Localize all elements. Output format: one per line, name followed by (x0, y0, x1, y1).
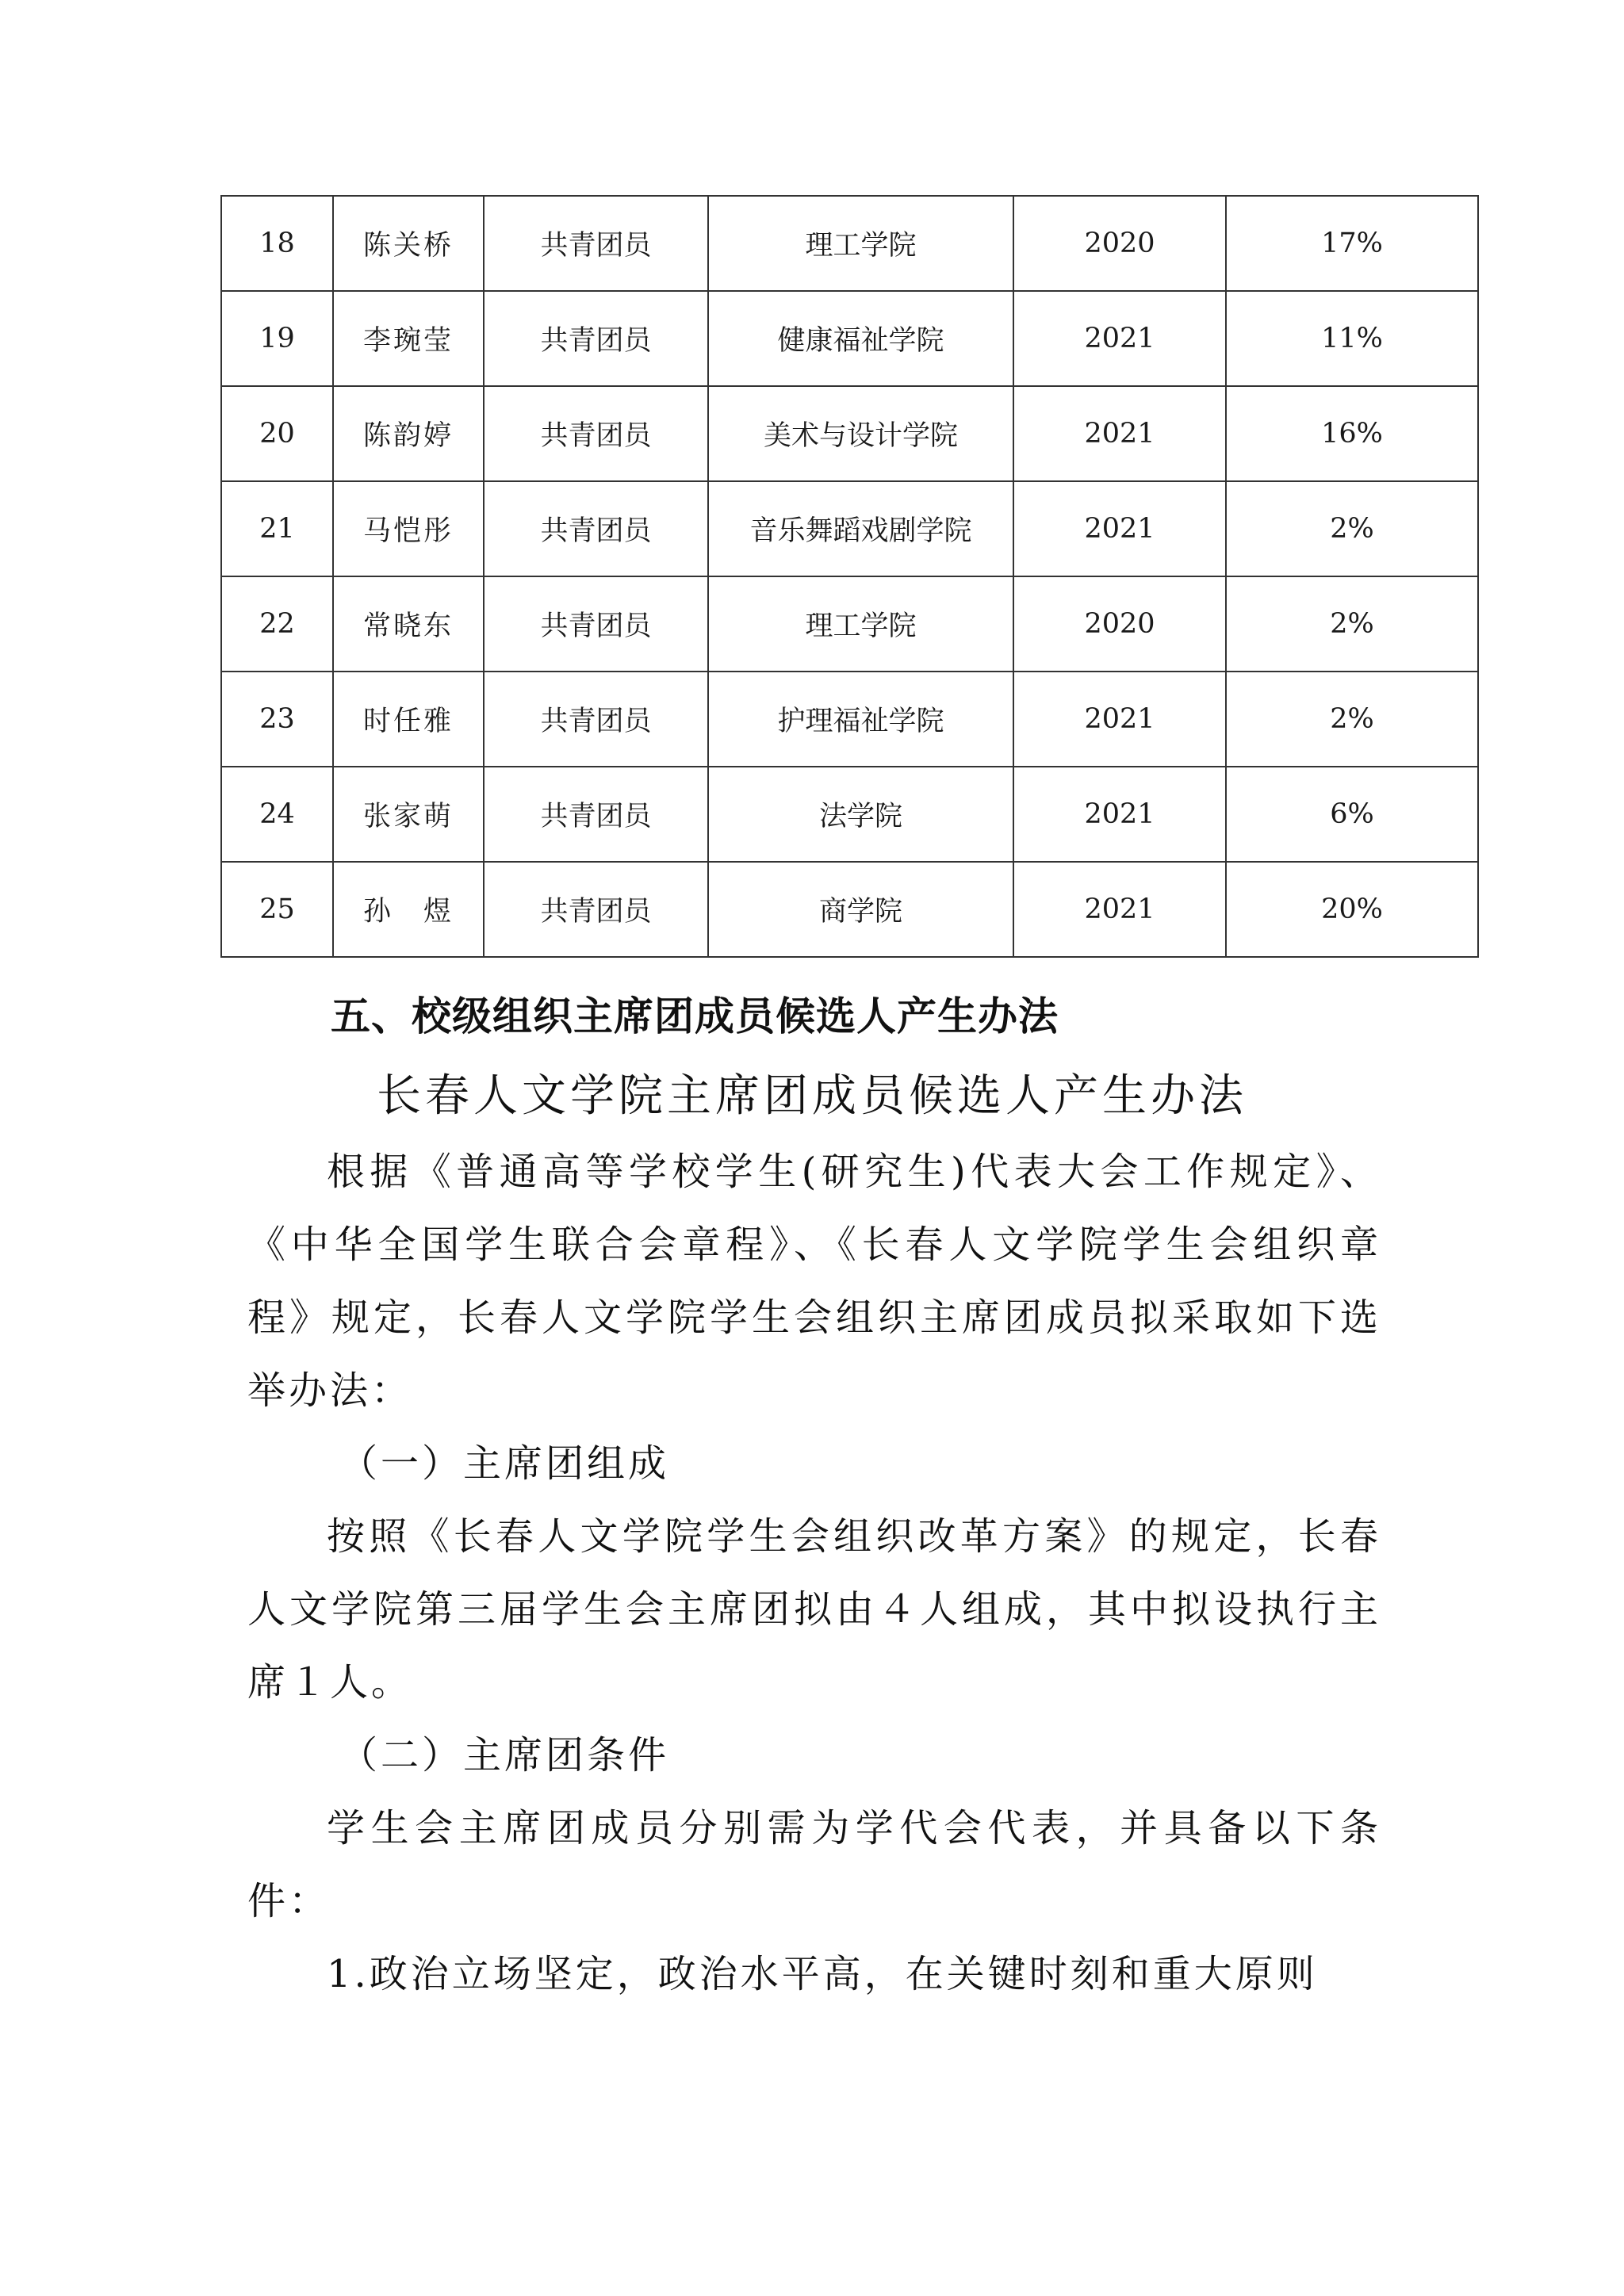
cell-name: 时任雅 (333, 672, 484, 767)
cell-political-status: 共青团员 (484, 291, 708, 386)
table-row (221, 767, 1478, 862)
cell-ratio: 11% (1226, 291, 1478, 386)
cell-number: 23 (221, 672, 333, 767)
cell-political-status: 共青团员 (484, 576, 708, 672)
subsection-title-composition: （一）主席团组成 (339, 1441, 670, 1486)
candidate-table (220, 195, 1479, 958)
cell-ratio: 17% (1226, 196, 1478, 291)
cell-college: 健康福祉学院 (708, 291, 1013, 386)
cell-ratio: 2% (1226, 576, 1478, 672)
cell-ratio: 6% (1226, 767, 1478, 862)
table-row (221, 481, 1478, 576)
subsection-title-conditions: （二）主席团条件 (339, 1733, 670, 1777)
cell-grade: 2021 (1013, 291, 1226, 386)
cell-political-status: 共青团员 (484, 386, 708, 481)
cell-college: 商学院 (708, 862, 1013, 957)
cell-ratio: 20% (1226, 862, 1478, 957)
cell-number: 19 (221, 291, 333, 386)
intro-paragraph: 根据《普通高等学校学生(研究生)代表大会工作规定》、《中华全国学生联合会章程》、《长春人文学院学生会组织章程》规定，长春人文学院学生会组织主席团成员拟采取如下选举办法： (247, 1150, 1381, 1413)
cell-name: 张家萌 (333, 767, 484, 862)
cell-political-status: 共青团员 (484, 481, 708, 576)
cell-political-status: 共青团员 (484, 672, 708, 767)
cell-number: 25 (221, 862, 333, 957)
cell-number: 18 (221, 196, 333, 291)
cell-political-status: 共青团员 (484, 767, 708, 862)
body-text (247, 1135, 1381, 2011)
cell-name: 李琬莹 (333, 291, 484, 386)
section-heading: 五、校级组织主席团成员候选人产生办法 (331, 993, 1059, 1039)
cell-number: 21 (221, 481, 333, 576)
cell-college: 理工学院 (708, 576, 1013, 672)
cell-grade: 2021 (1013, 767, 1226, 862)
conditions-paragraph: 学生会主席团成员分别需为学代会代表，并具备以下条件： (247, 1806, 1381, 1923)
cell-college: 美术与设计学院 (708, 386, 1013, 481)
cell-grade: 2021 (1013, 862, 1226, 957)
table-row (221, 196, 1478, 291)
cell-name: 陈韵婷 (333, 386, 484, 481)
candidate-table-body (221, 196, 1478, 957)
condition-item-1: 1.政治立场坚定，政治水平高，在关键时刻和重大原则 (327, 1952, 1318, 1996)
table-row (221, 291, 1478, 386)
cell-name: 陈关桥 (333, 196, 484, 291)
cell-college: 音乐舞蹈戏剧学院 (708, 481, 1013, 576)
cell-ratio: 16% (1226, 386, 1478, 481)
cell-number: 20 (221, 386, 333, 481)
cell-college: 护理福祉学院 (708, 672, 1013, 767)
cell-number: 24 (221, 767, 333, 862)
cell-political-status: 共青团员 (484, 862, 708, 957)
cell-grade: 2021 (1013, 386, 1226, 481)
cell-grade: 2021 (1013, 672, 1226, 767)
cell-political-status: 共青团员 (484, 196, 708, 291)
cell-grade: 2021 (1013, 481, 1226, 576)
table-row (221, 862, 1478, 957)
cell-number: 22 (221, 576, 333, 672)
cell-name: 马恺彤 (333, 481, 484, 576)
cell-name: 孙 煜 (333, 862, 484, 957)
cell-grade: 2020 (1013, 576, 1226, 672)
cell-name: 常晓东 (333, 576, 484, 672)
table-row (221, 576, 1478, 672)
cell-ratio: 2% (1226, 672, 1478, 767)
cell-college: 法学院 (708, 767, 1013, 862)
cell-college: 理工学院 (708, 196, 1013, 291)
document-title: 长春人文学院主席团成员候选人产生办法 (377, 1070, 1247, 1122)
cell-grade: 2020 (1013, 196, 1226, 291)
composition-paragraph: 按照《长春人文学院学生会组织改革方案》的规定，长春人文学院第三届学生会主席团拟由４人组成，其中拟设执行主席１人。 (247, 1514, 1381, 1705)
table-row (221, 386, 1478, 481)
table-row (221, 672, 1478, 767)
cell-ratio: 2% (1226, 481, 1478, 576)
